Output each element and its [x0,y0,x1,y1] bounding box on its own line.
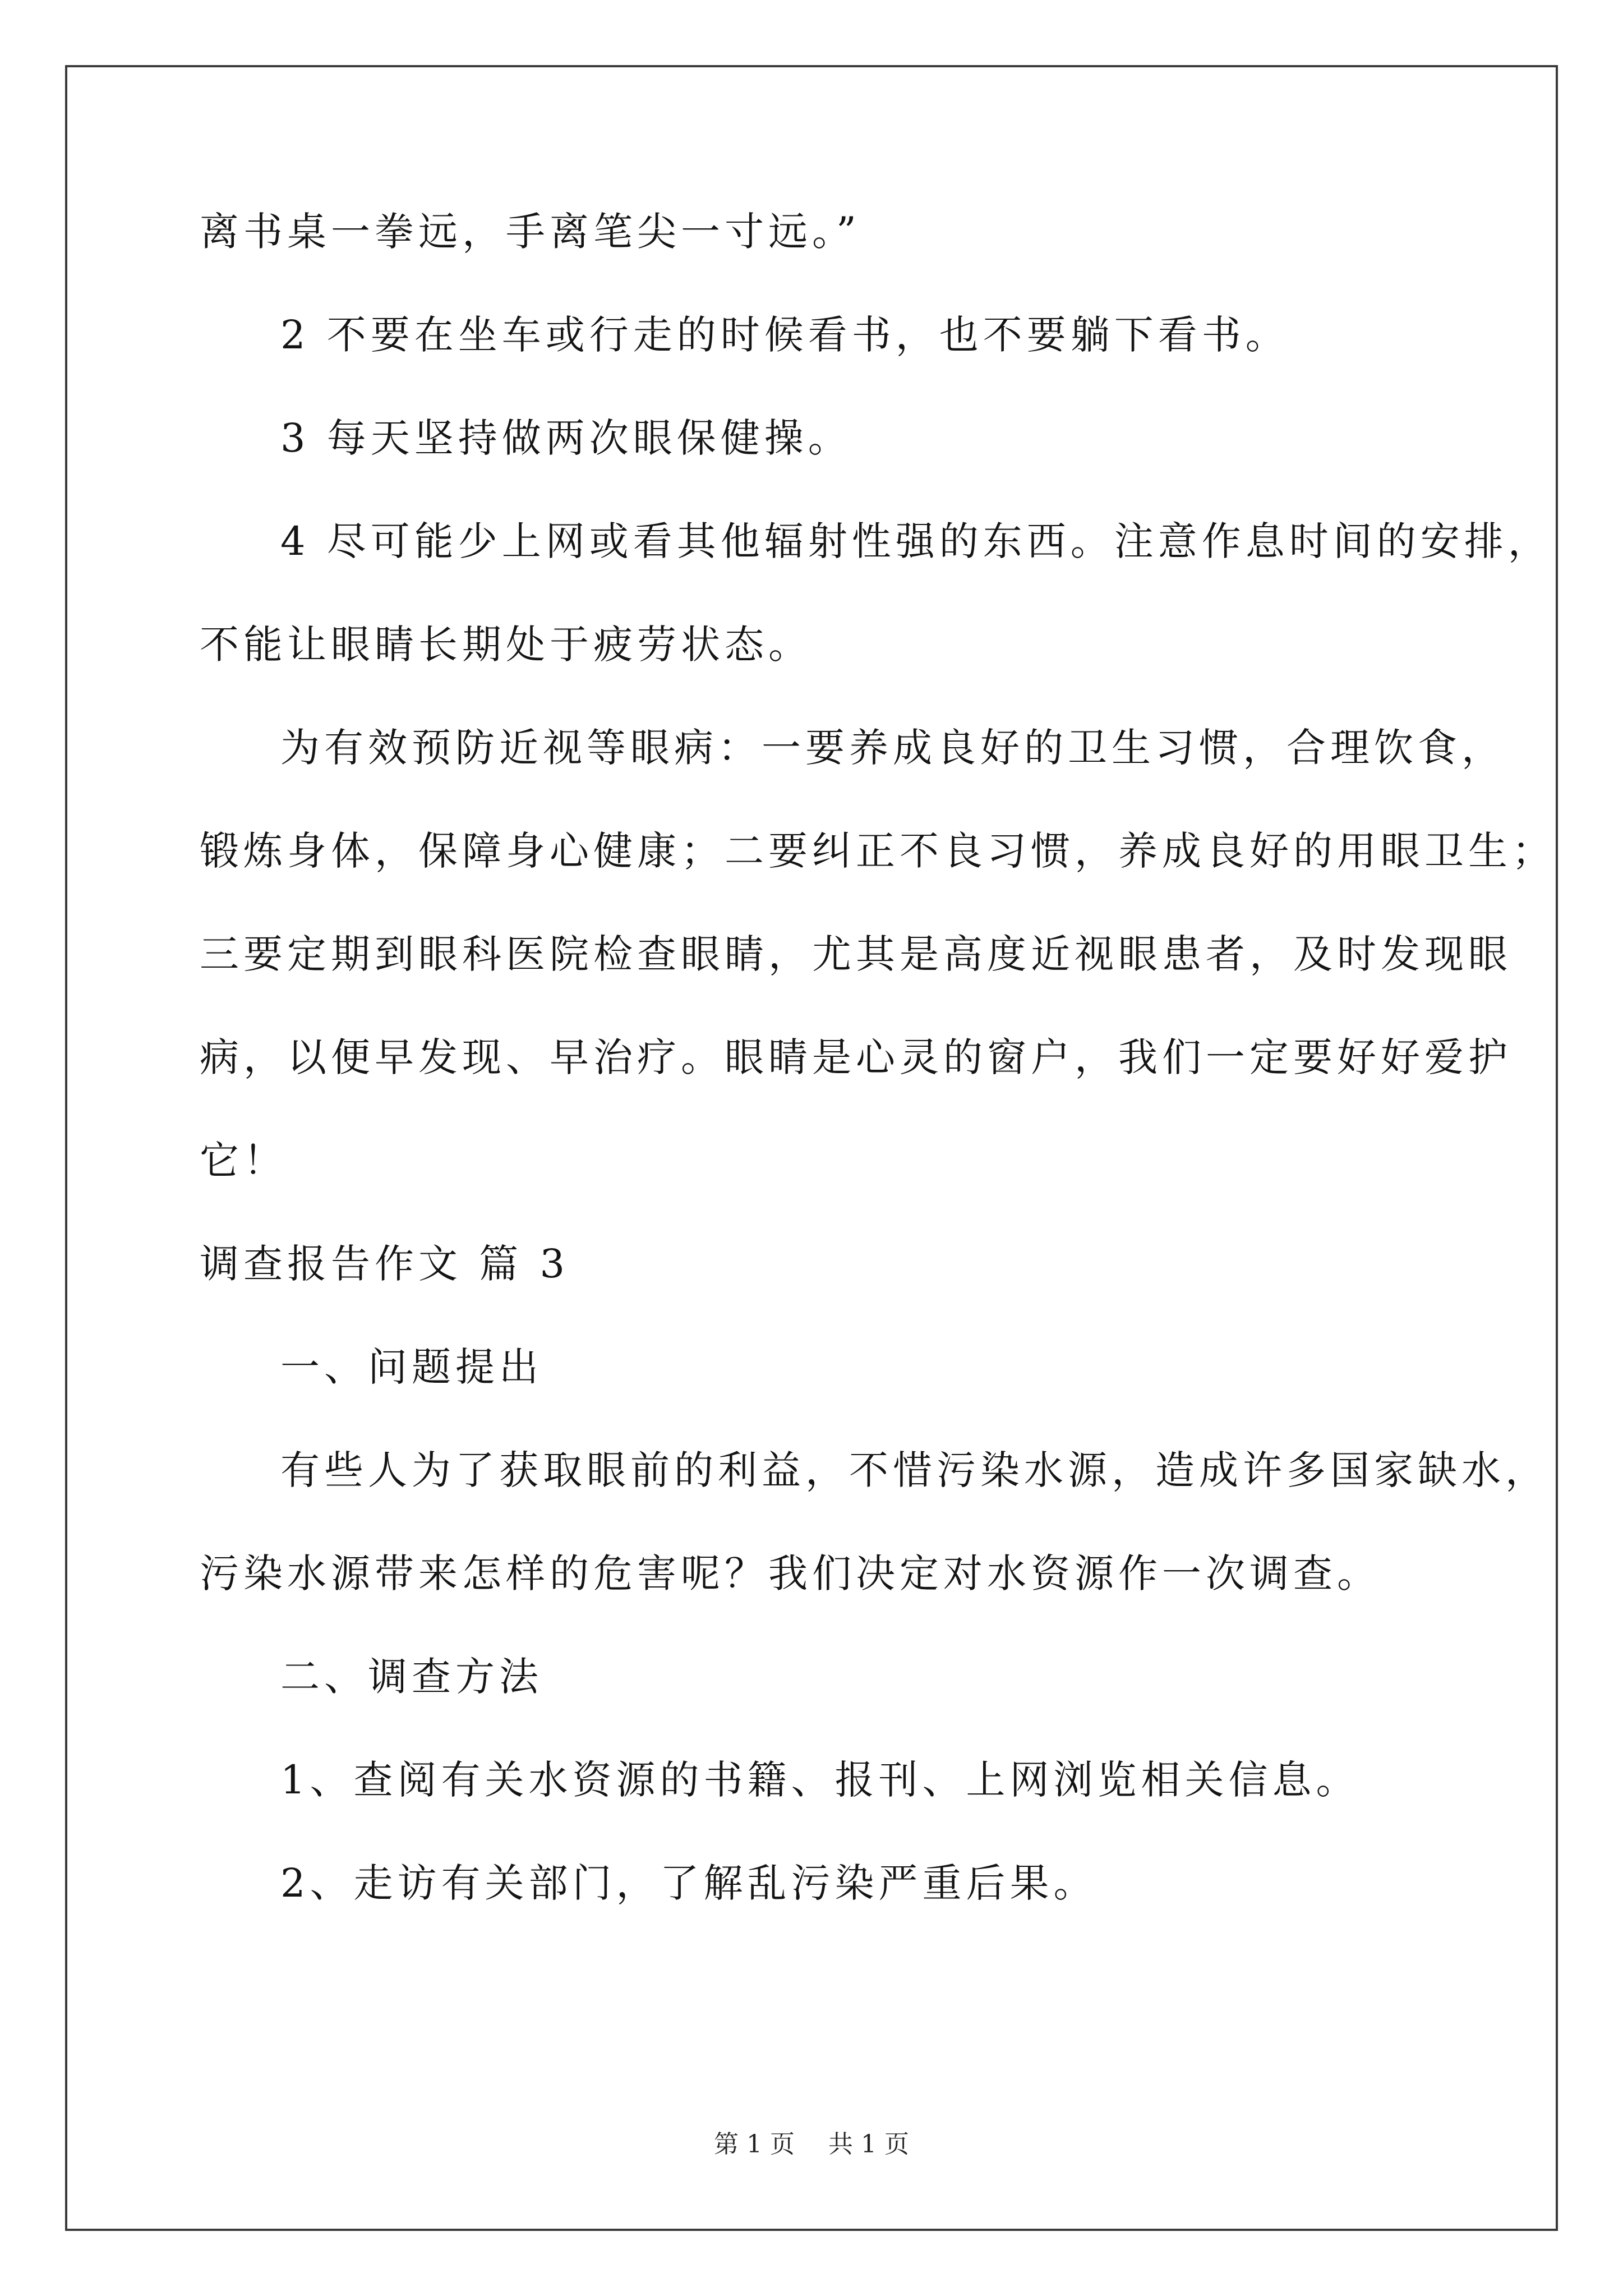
text-line: 1、查阅有关水资源的书籍、报刊、上网浏览相关信息。 [280,1757,1360,1803]
text-line: 2、走访有关部门，了解乱污染严重后果。 [280,1860,1098,1906]
subheading: 一、问题提出 [280,1344,543,1390]
text-line: 3 每天坚持做两次眼保健操。 [280,415,852,461]
page-number: 第 1 页 [714,2130,795,2159]
page-total: 共 1 页 [828,2130,909,2159]
text-line: 有些人为了获取眼前的利益，不惜污染水源，造成许多国家缺水， [280,1447,1549,1493]
text-line: 离书桌一拳远，手离笔尖一寸远。” [200,209,861,255]
page-footer [0,2129,1623,2160]
text-line: 锻炼身体，保障身心健康；二要纠正不良习惯，养成良好的用眼卫生； [200,828,1556,874]
text-line: 它！ [200,1138,287,1184]
text-line: 病，以便早发现、早治疗。眼睛是心灵的窗户，我们一定要好好爱护 [200,1034,1512,1080]
text-line: 三要定期到眼科医院检查眼睛，尤其是高度近视眼患者，及时发现眼 [200,931,1512,977]
text-line: 为有效预防近视等眼病：一要养成良好的卫生习惯，合理饮食， [280,725,1505,771]
text-line: 污染水源带来怎样的危害呢？我们决定对水资源作一次调查。 [200,1550,1381,1596]
section-heading: 调查报告作文 篇 3 [200,1241,570,1287]
text-line: 不能让眼睛长期处于疲劳状态。 [200,622,812,668]
text-line: 2 不要在坐车或行走的时候看书，也不要躺下看书。 [280,312,1289,358]
subheading: 二、调查方法 [280,1654,543,1700]
text-line: 4 尽可能少上网或看其他辐射性强的东西。注意作息时间的安排， [280,518,1552,564]
